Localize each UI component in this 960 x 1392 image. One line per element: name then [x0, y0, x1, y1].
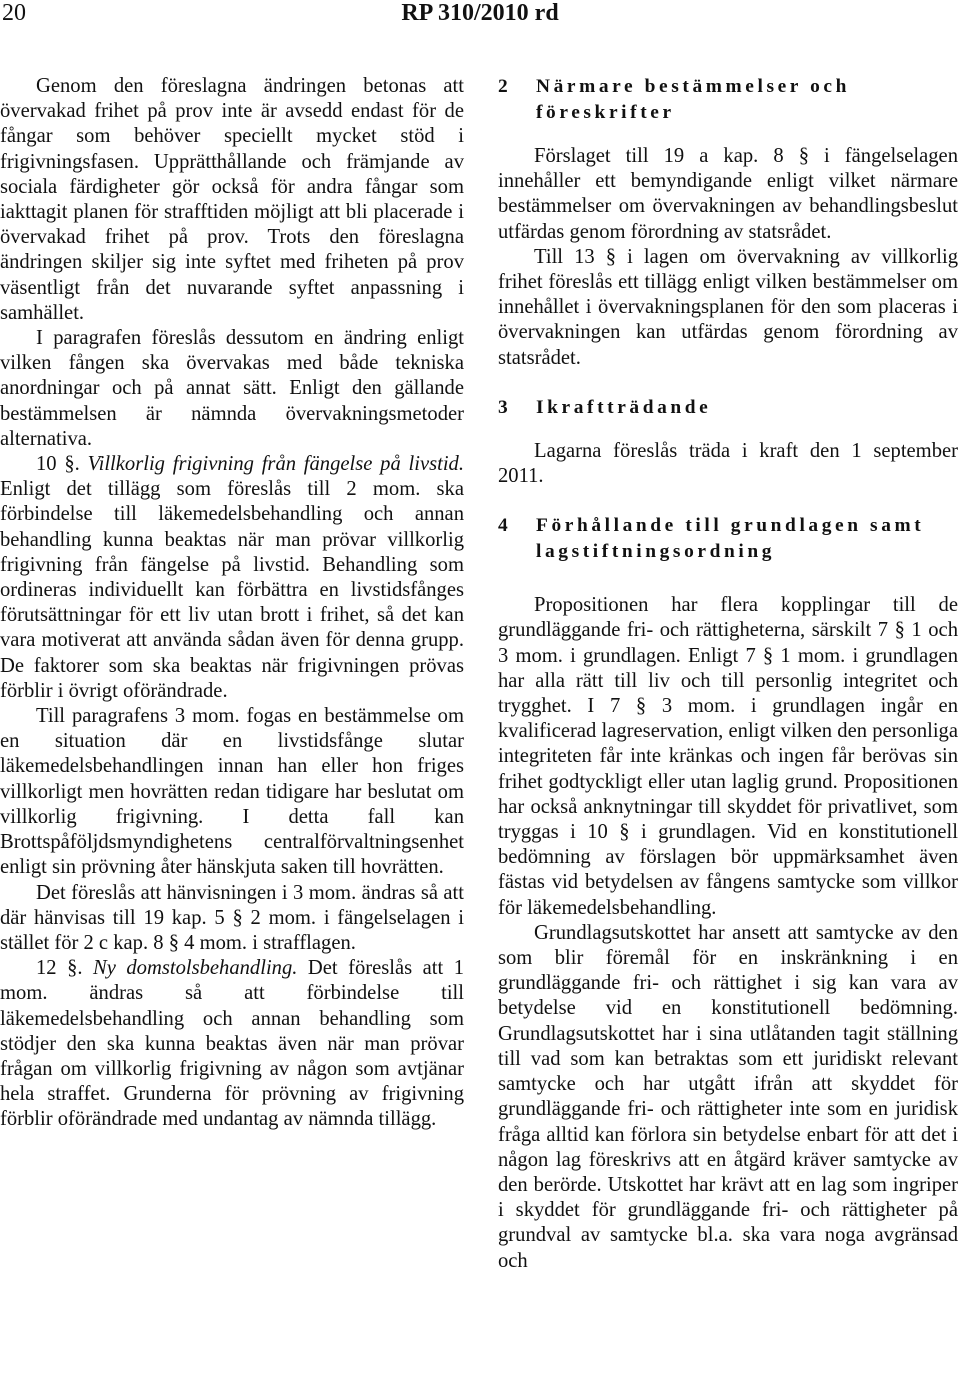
- heading-number: 3: [498, 396, 508, 418]
- heading-text: Förhållande till grundlagen samt lagstiftningsordning: [536, 515, 925, 563]
- section-12-paragraph: [0, 956, 464, 1132]
- heading-2: [498, 74, 958, 126]
- paragraph: Genom den föreslagna ändringen betonas att övervakad frihet på prov inte är avsedd endast för de fångar som behöver speciellt mycket stöd i frigivningsfasen. Upprätthållande och främjande av sociala färdigheter gör också för andra fångar som iakttagit planen för strafftiden möjligt att bli placerade i övervakad frihet på prov. Trots den föreslagna ändringen skiljer sig inte syftet med friheten på prov väsentligt från det nuvarande syftet anpassning i samhället.: [0, 75, 464, 324]
- spacer: [498, 421, 958, 439]
- paragraph: Det föreslås att hänvisningen i 3 mom. ändras så att där hänvisas till 19 kap. 5 § 2 mom. i fängelselagen i stället för 2 c kap. 8 § 4 mom. i strafflagen.: [0, 881, 464, 954]
- document-id: RP 310/2010 rd: [401, 0, 559, 26]
- spacer: [498, 126, 958, 144]
- section-text: Det föreslås att 1 mom. ändras så att förbindelse till läkemedelsbehandling och annan behandling som stödjer den ska kunna beaktas även när man prövar frågan om villkorlig frigivning av någon som avtjänar hela straffet. Grunderna för prövning av frigivning förblir oförändrade med undantag av nämnda tillägg.: [0, 957, 465, 1131]
- heading-number: 2: [498, 76, 508, 97]
- right-column: [498, 74, 958, 1274]
- paragraph: Propositionen har flera kopplingar till de grundläggande fri- och rättigheterna, särskilt 7 § 1 och 3 mom. i grundlagen. Enligt 7 § 1 mom. i grundlagen har alla rätt till liv och till personlig integritet och trygghet. I 7 § 3 mom. i grundlagen ingår en kvalificerad lagreservation, enligt vilken den personliga integriteten får inte kränkas och ingen får berövas sin frihet godtyckligt eller utan laglig grund. Propositionen har också anknytningar till skyddet för privatlivet, som tryggas i 10 § i grundlagen. Vid en konstitutionell bedömning av förslagen bör uppmärksamhet även fästas vid betydelsen av fångens samtycke som villkor för läkemedelsbehandling.: [498, 594, 958, 919]
- spacer: [498, 565, 958, 593]
- page-number: 20: [2, 0, 26, 26]
- paragraph: Till paragrafens 3 mom. fogas en bestämmelse om en situation där en livstidsfånge slutar läkemedelsbehandlingen innan han eller hon friges villkorligt men hovrätten redan tidigare har beslutat om villkorlig frigivning. I detta fall kan Brottspåföljdsmyndighetens centralförvaltningsenhet enligt sin prövning åter hänskjuta saken till hovrätten.: [0, 705, 464, 879]
- paragraph: Grundlagsutskottet har ansett att samtycke av den som blir föremål för en inskränkning i en grundläggande fri- och rättighet i sig kan vara av betydelse vid en konstitutionell bedömning. Grundlagsutskottet har i sina utlåtanden tagit ställning till vad som kan betraktas som ett juridiskt relevant samtycke och har utgått ifrån att skyddet för grundläggande fri- och rättigheter inte som en juridisk fråga alltid kan förlora sin betydelse enbart för att det i någon lag föreskrivs att en åtgärd kräver samtycke av den berörde. Utskottet har krävt att en lag som ingriper i skyddet för grundläggande fri- och rättigheter på grundval av samtycke bl.a. ska vara noga avgränsad och: [498, 921, 958, 1272]
- paragraph: I paragrafen föreslås dessutom en ändring enligt vilken fången ska övervakas med både tekniska anordningar och på annat sätt. Enligt den gällande bestämmelsen är nämnda övervakningsmetoder alternativa.: [0, 327, 464, 450]
- paragraph: Förslaget till 19 a kap. 8 § i fängelselagen innehåller ett bemyndigande enligt vilket närmare bestämmelser om övervakningen av behandlingsbeslut utfärdas genom förordning av statsrådet.: [498, 145, 958, 243]
- section-text: Enligt det tillägg som föreslås till 2 mom. ska förbindelse till läkemedelsbehandling och annan behandling kunna beaktas när man prövar villkorlig frigivning från fängelse på livstid. Behandling som ordineras individuellt kan förbättra en livstidsfånges förutsättningar för ett liv utan brott i frihet, så det kan vara motiverat att använda sådan även för denna grupp. De faktorer som ska beaktas när frigivningen prövas förblir i övrigt oförändrade.: [0, 478, 464, 702]
- section-number: 12 §.: [36, 957, 83, 980]
- section-number: 10 §.: [36, 453, 80, 476]
- section-title: Villkorlig frigivning från fängelse på livstid.: [87, 453, 465, 476]
- heading-text: Närmare bestämmelser och föreskrifter: [536, 76, 850, 123]
- section-10-paragraph: [0, 452, 464, 704]
- left-column: [0, 74, 464, 1133]
- paragraph: Lagarna föreslås träda i kraft den 1 september 2011.: [498, 439, 958, 488]
- section-title: Ny domstolsbehandling.: [93, 957, 298, 980]
- heading-text: Ikraftträdande: [536, 396, 712, 418]
- heading-number: 4: [498, 515, 508, 537]
- spacer: [498, 371, 958, 395]
- heading-4: [498, 513, 958, 565]
- heading-3: [498, 395, 958, 421]
- paragraph: Till 13 § i lagen om övervakning av villkorlig frihet föreslås ett tillägg enligt vilken bestämmelser om innehållet i övervakningsplanen för den som placeras i övervakningen kan utfärdas genom förordning av statsrådet.: [498, 245, 958, 369]
- page-header: [0, 0, 960, 48]
- spacer: [498, 489, 958, 513]
